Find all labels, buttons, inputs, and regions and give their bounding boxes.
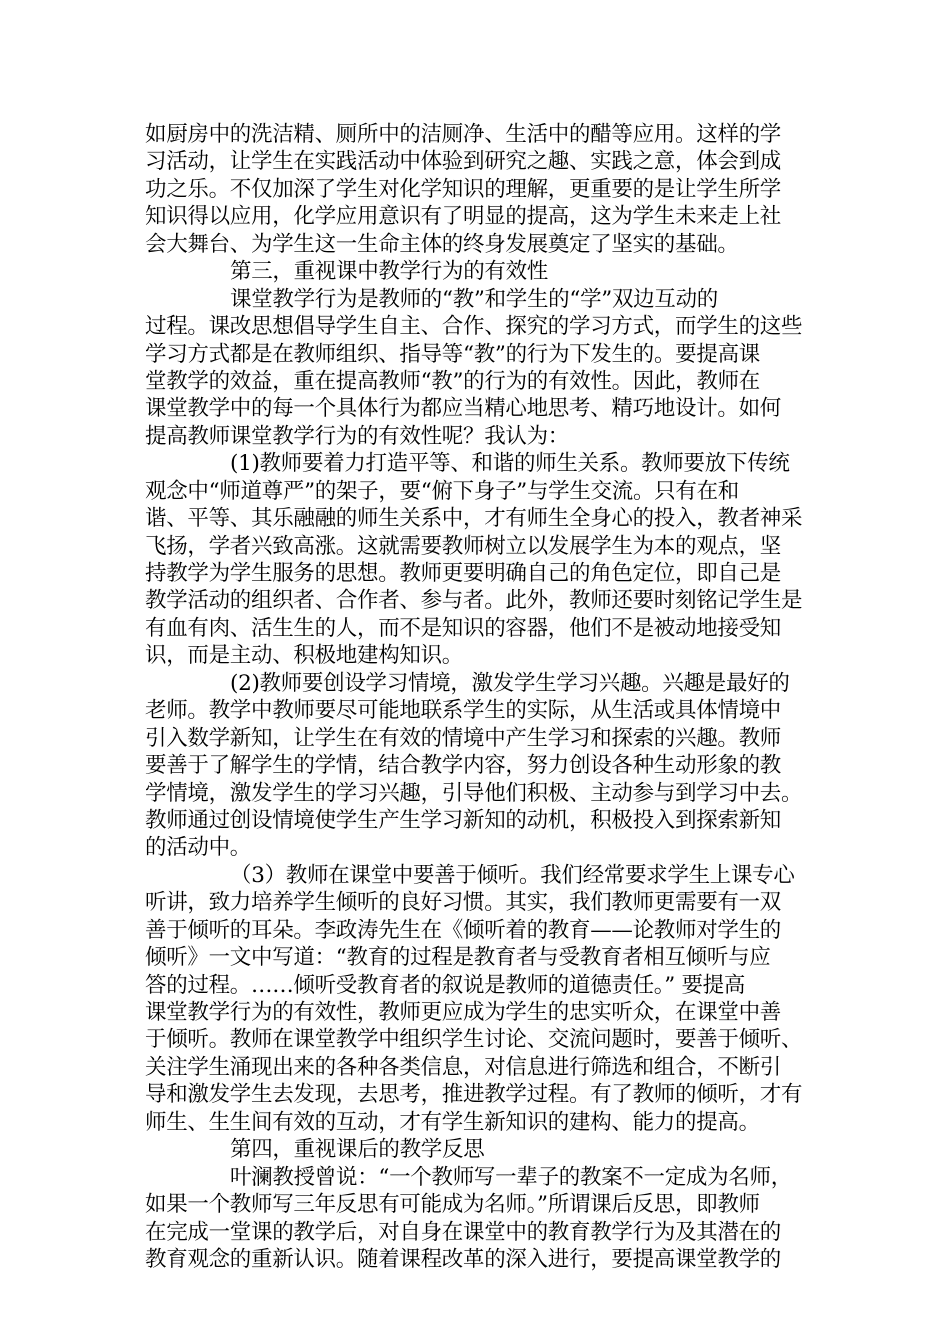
text-line: 飞扬，学者兴致高涨。这就需要教师树立以发展学生为本的观点，坚 <box>145 533 782 559</box>
text-line: 提高教师课堂教学行为的有效性呢？我认为： <box>145 423 570 449</box>
text-line: 听讲，致力培养学生倾听的良好习惯。其实，我们教师更需要有一双 <box>145 890 782 916</box>
list-item-3-start: （3）教师在课堂中要善于倾听。我们经常要求学生上课专心 <box>230 862 795 888</box>
text-line: 持教学为学生服务的思想。教师更要明确自己的角色定位，即自己是 <box>145 561 782 586</box>
text-line: 堂教学的效益，重在提高教师“教”的行为的有效性。因此，教师在 <box>145 368 760 394</box>
text-line: 功之乐。不仅加深了学生对化学知识的理解，更重要的是让学生所学 <box>145 176 782 202</box>
text-line: 要善于了解学生的学情，结合教学内容，努力创设各种生动形象的教 <box>145 753 782 779</box>
text-line: 课堂教学行为的有效性，教师更应成为学生的忠实听众，在课堂中善 <box>145 1000 782 1025</box>
text-line: 在完成一堂课的教学后，对自身在课堂中的教育教学行为及其潜在的 <box>145 1219 782 1245</box>
section-heading-3: 第三，重视课中教学行为的有效性 <box>230 259 549 285</box>
text-line: 谐、平等、其乐融融的师生关系中，才有师生全身心的投入，教者神采 <box>145 506 803 532</box>
text-line: 学习方式都是在教师组织、指导等“教”的行为下发生的。要提高课 <box>145 341 760 367</box>
section-heading-4: 第四，重视课后的教学反思 <box>230 1137 485 1163</box>
list-item-2-start: (2)教师要创设学习情境，激发学生学习兴趣。兴趣是最好的 <box>230 670 790 696</box>
text-line: 习活动，让学生在实践活动中体验到研究之趣、实践之意，体会到成 <box>145 149 782 175</box>
text-line: 关注学生涌现出来的各种各类信息，对信息进行筛选和组合，不断引 <box>145 1054 782 1080</box>
text-line: 如厨房中的洗洁精、厕所中的洁厕净、生活中的醋等应用。这样的学 <box>145 122 782 147</box>
text-line: 引入数学新知，让学生在有效的情境中产生学习和探索的兴趣。教师 <box>145 725 782 751</box>
body-text <box>145 121 815 1273</box>
text-line: 的活动中。 <box>145 835 252 861</box>
paragraph-start: 叶澜教授曾说：“一个教师写一辈子的教案不一定成为名师， <box>230 1164 792 1190</box>
text-line: 识，而是主动、积极地建构知识。 <box>145 643 464 669</box>
text-line: 倾听》一文中写道：“教育的过程是教育者与受教育者相互倾听与应 <box>145 945 771 971</box>
text-line: 有血有肉、活生生的人，而不是知识的容器，他们不是被动地接受知 <box>145 615 782 641</box>
text-line: 课堂教学中的每一个具体行为都应当精心地思考、精巧地设计。如何 <box>145 396 782 422</box>
text-line: 教学活动的组织者、合作者、参与者。此外，教师还要时刻铭记学生是 <box>145 588 803 614</box>
list-item-1-start: (1)教师要着力打造平等、和谐的师生关系。教师要放下传统 <box>230 451 790 477</box>
text-line: 观念中“师道尊严”的架子，要“俯下身子”与学生交流。只有在和 <box>145 478 739 504</box>
text-line: 师生、生生间有效的互动，才有学生新知识的建构、能力的提高。 <box>145 1109 760 1135</box>
text-line: 善于倾听的耳朵。李政涛先生在《倾听着的教育——论教师对学生的 <box>145 917 782 943</box>
text-line: 老师。教学中教师要尽可能地联系学生的实际，从生活或具体情境中 <box>145 698 782 724</box>
text-line: 过程。课改思想倡导学生自主、合作、探究的学习方式，而学生的这些 <box>145 314 803 340</box>
text-line: 教育观念的重新认识。随着课程改革的深入进行，要提高课堂教学的 <box>145 1246 782 1272</box>
text-line: 导和激发学生去发现，去思考，推进教学过程。有了教师的倾听，才有 <box>145 1082 803 1108</box>
text-line: 如果一个教师写三年反思有可能成为名师。”所谓课后反思，即教师 <box>145 1192 760 1218</box>
text-line: 会大舞台、为学生这一生命主体的终身发展奠定了坚实的基础。 <box>145 231 739 257</box>
text-line: 于倾听。教师在课堂教学中组织学生讨论、交流问题时，要善于倾听、 <box>145 1027 803 1053</box>
paragraph-start: 课堂教学行为是教师的“教”和学生的“学”双边互动的 <box>230 286 718 312</box>
text-line: 知识得以应用，化学应用意识有了明显的提高，这为学生未来走上社 <box>145 204 782 230</box>
text-line: 教师通过创设情境使学生产生学习新知的动机，积极投入到探索新知 <box>145 807 782 833</box>
text-line: 学情境，激发学生的学习兴趣，引导他们积极、主动参与到学习中去。 <box>145 780 803 806</box>
text-line: 答的过程。……倾听受教育者的叙说是教师的道德责任。” 要提高 <box>145 972 746 998</box>
